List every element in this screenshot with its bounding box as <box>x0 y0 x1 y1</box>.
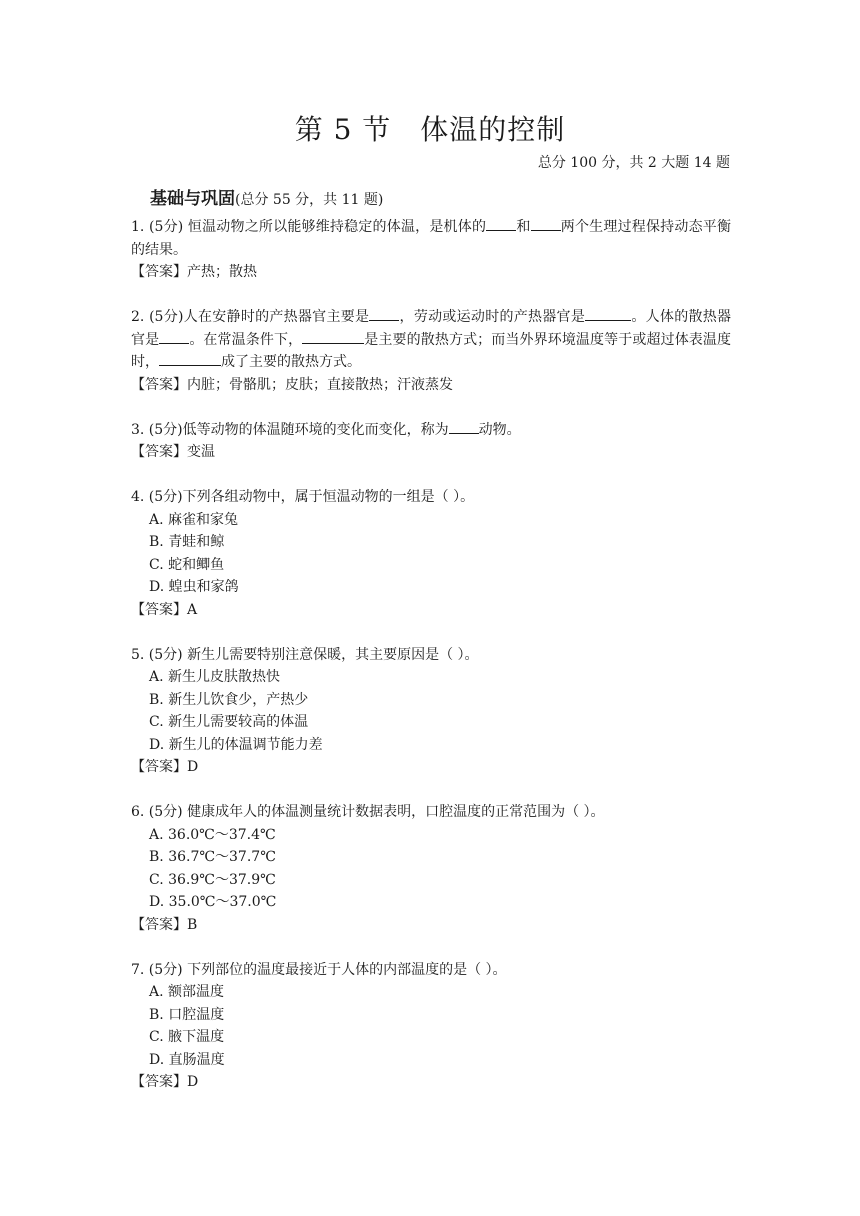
question-stem: 4. (5分)下列各组动物中，属于恒温动物的一组是（ ）。 <box>131 489 475 505</box>
answer-value: D <box>187 1074 199 1090</box>
answer-label: 【答案】 <box>131 1074 187 1090</box>
question-2 <box>131 306 731 396</box>
answer-value: 变温 <box>187 444 215 460</box>
question-text-part: 。在常温条件下， <box>189 331 303 348</box>
answer-line <box>131 756 731 779</box>
option-c: C. 新生儿需要较高的体温 <box>149 714 309 730</box>
answer-label: 【答案】 <box>131 376 187 393</box>
blank-line <box>486 216 516 231</box>
question-list <box>131 216 731 1094</box>
option-a: A. 额部温度 <box>149 984 225 1000</box>
answer-label: 【答案】 <box>131 601 187 618</box>
question-text-part: 和 <box>516 219 531 235</box>
option-d: D. 直肠温度 <box>149 1051 225 1068</box>
blank-line <box>585 306 631 321</box>
score-summary: 总分 100 分，共 2 大题 14 题 <box>537 155 730 171</box>
question-text-part: 动物。 <box>478 421 521 438</box>
question-text <box>131 306 731 374</box>
question-text-part: 2. (5分)人在安静时的产热器官主要是 <box>131 309 370 325</box>
question-stem: 5. (5分) 新生儿需要特别注意保暖，其主要原因是（ ）。 <box>131 646 479 663</box>
answer-line <box>131 374 731 397</box>
question-text <box>131 216 731 261</box>
answer-value: 产热；散热 <box>187 264 257 280</box>
option-b: B. 新生儿饮食少，产热少 <box>149 691 309 708</box>
question-stem: 7. (5分) 下列部位的温度最接近于人体的内部温度的是（ ）。 <box>131 961 507 978</box>
option-d: D. 35.0℃～37.0℃ <box>149 894 277 910</box>
option-c: C. 36.9℃～37.9℃ <box>149 871 276 888</box>
blank-line <box>449 419 479 434</box>
question-3 <box>131 419 731 464</box>
answer-value: A <box>187 601 198 618</box>
blank-line <box>531 216 561 231</box>
question-6 <box>131 801 731 936</box>
question-1 <box>131 216 731 284</box>
question-text <box>131 419 731 442</box>
blank-line <box>302 329 364 344</box>
blank-line <box>159 329 189 344</box>
answer-line <box>131 599 731 622</box>
question-text-part: 1. (5分) 恒温动物之所以能够维持稳定的体温，是机体的 <box>131 219 487 235</box>
answer-label: 【答案】 <box>131 759 187 775</box>
blank-line <box>159 351 221 366</box>
option-c: C. 腋下温度 <box>149 1029 225 1045</box>
option-d: D. 新生儿的体温调节能力差 <box>149 736 323 753</box>
answer-value: D <box>187 759 199 775</box>
section-note: (总分 55 分，共 11 题) <box>235 192 384 208</box>
option-a: A. 36.0℃～37.4℃ <box>149 826 276 843</box>
question-text-part: 两个生理过程保持动态平衡的结果。 <box>131 219 731 258</box>
question-text-part: ，劳动或运动时的产热器官是 <box>399 309 586 325</box>
answer-label: 【答案】 <box>131 444 187 460</box>
option-a: A. 麻雀和家兔 <box>149 511 239 528</box>
page-title: 第 5 节 体温的控制 <box>294 113 566 146</box>
section-name: 基础与巩固 <box>150 189 235 209</box>
option-c: C. 蛇和鲫鱼 <box>149 556 225 573</box>
option-d: D. 蝗虫和家鸽 <box>149 579 239 595</box>
option-b: B. 36.7℃～37.7℃ <box>149 849 276 865</box>
answer-line <box>131 914 731 937</box>
answer-line <box>131 441 731 464</box>
answer-value: B <box>187 916 198 933</box>
answer-line <box>131 261 731 284</box>
question-stem: 6. (5分) 健康成年人的体温测量统计数据表明，口腔温度的正常范围为（ ）。 <box>131 804 605 820</box>
answer-value: 内脏；骨骼肌；皮肤；直接散热；汗液蒸发 <box>187 376 453 393</box>
question-7 <box>131 959 731 1094</box>
question-text-part: 是主要的散热方式；而当外界环境温度等于或超过体表温度时， <box>131 331 732 370</box>
question-text-part: 。人体的散热器官是 <box>131 309 732 348</box>
blank-line <box>369 306 399 321</box>
option-b: B. 口腔温度 <box>149 1006 225 1023</box>
question-5 <box>131 644 731 779</box>
question-text-part: 成了主要的散热方式。 <box>221 354 361 370</box>
answer-line <box>131 1071 731 1094</box>
option-a: A. 新生儿皮肤散热快 <box>149 669 281 685</box>
section-heading <box>150 184 383 209</box>
answer-label: 【答案】 <box>131 916 187 933</box>
question-text-part: 3. (5分)低等动物的体温随环境的变化而变化，称为 <box>131 421 449 438</box>
answer-label: 【答案】 <box>131 264 187 280</box>
option-b: B. 青蛙和鲸 <box>149 534 225 550</box>
question-4 <box>131 486 731 621</box>
